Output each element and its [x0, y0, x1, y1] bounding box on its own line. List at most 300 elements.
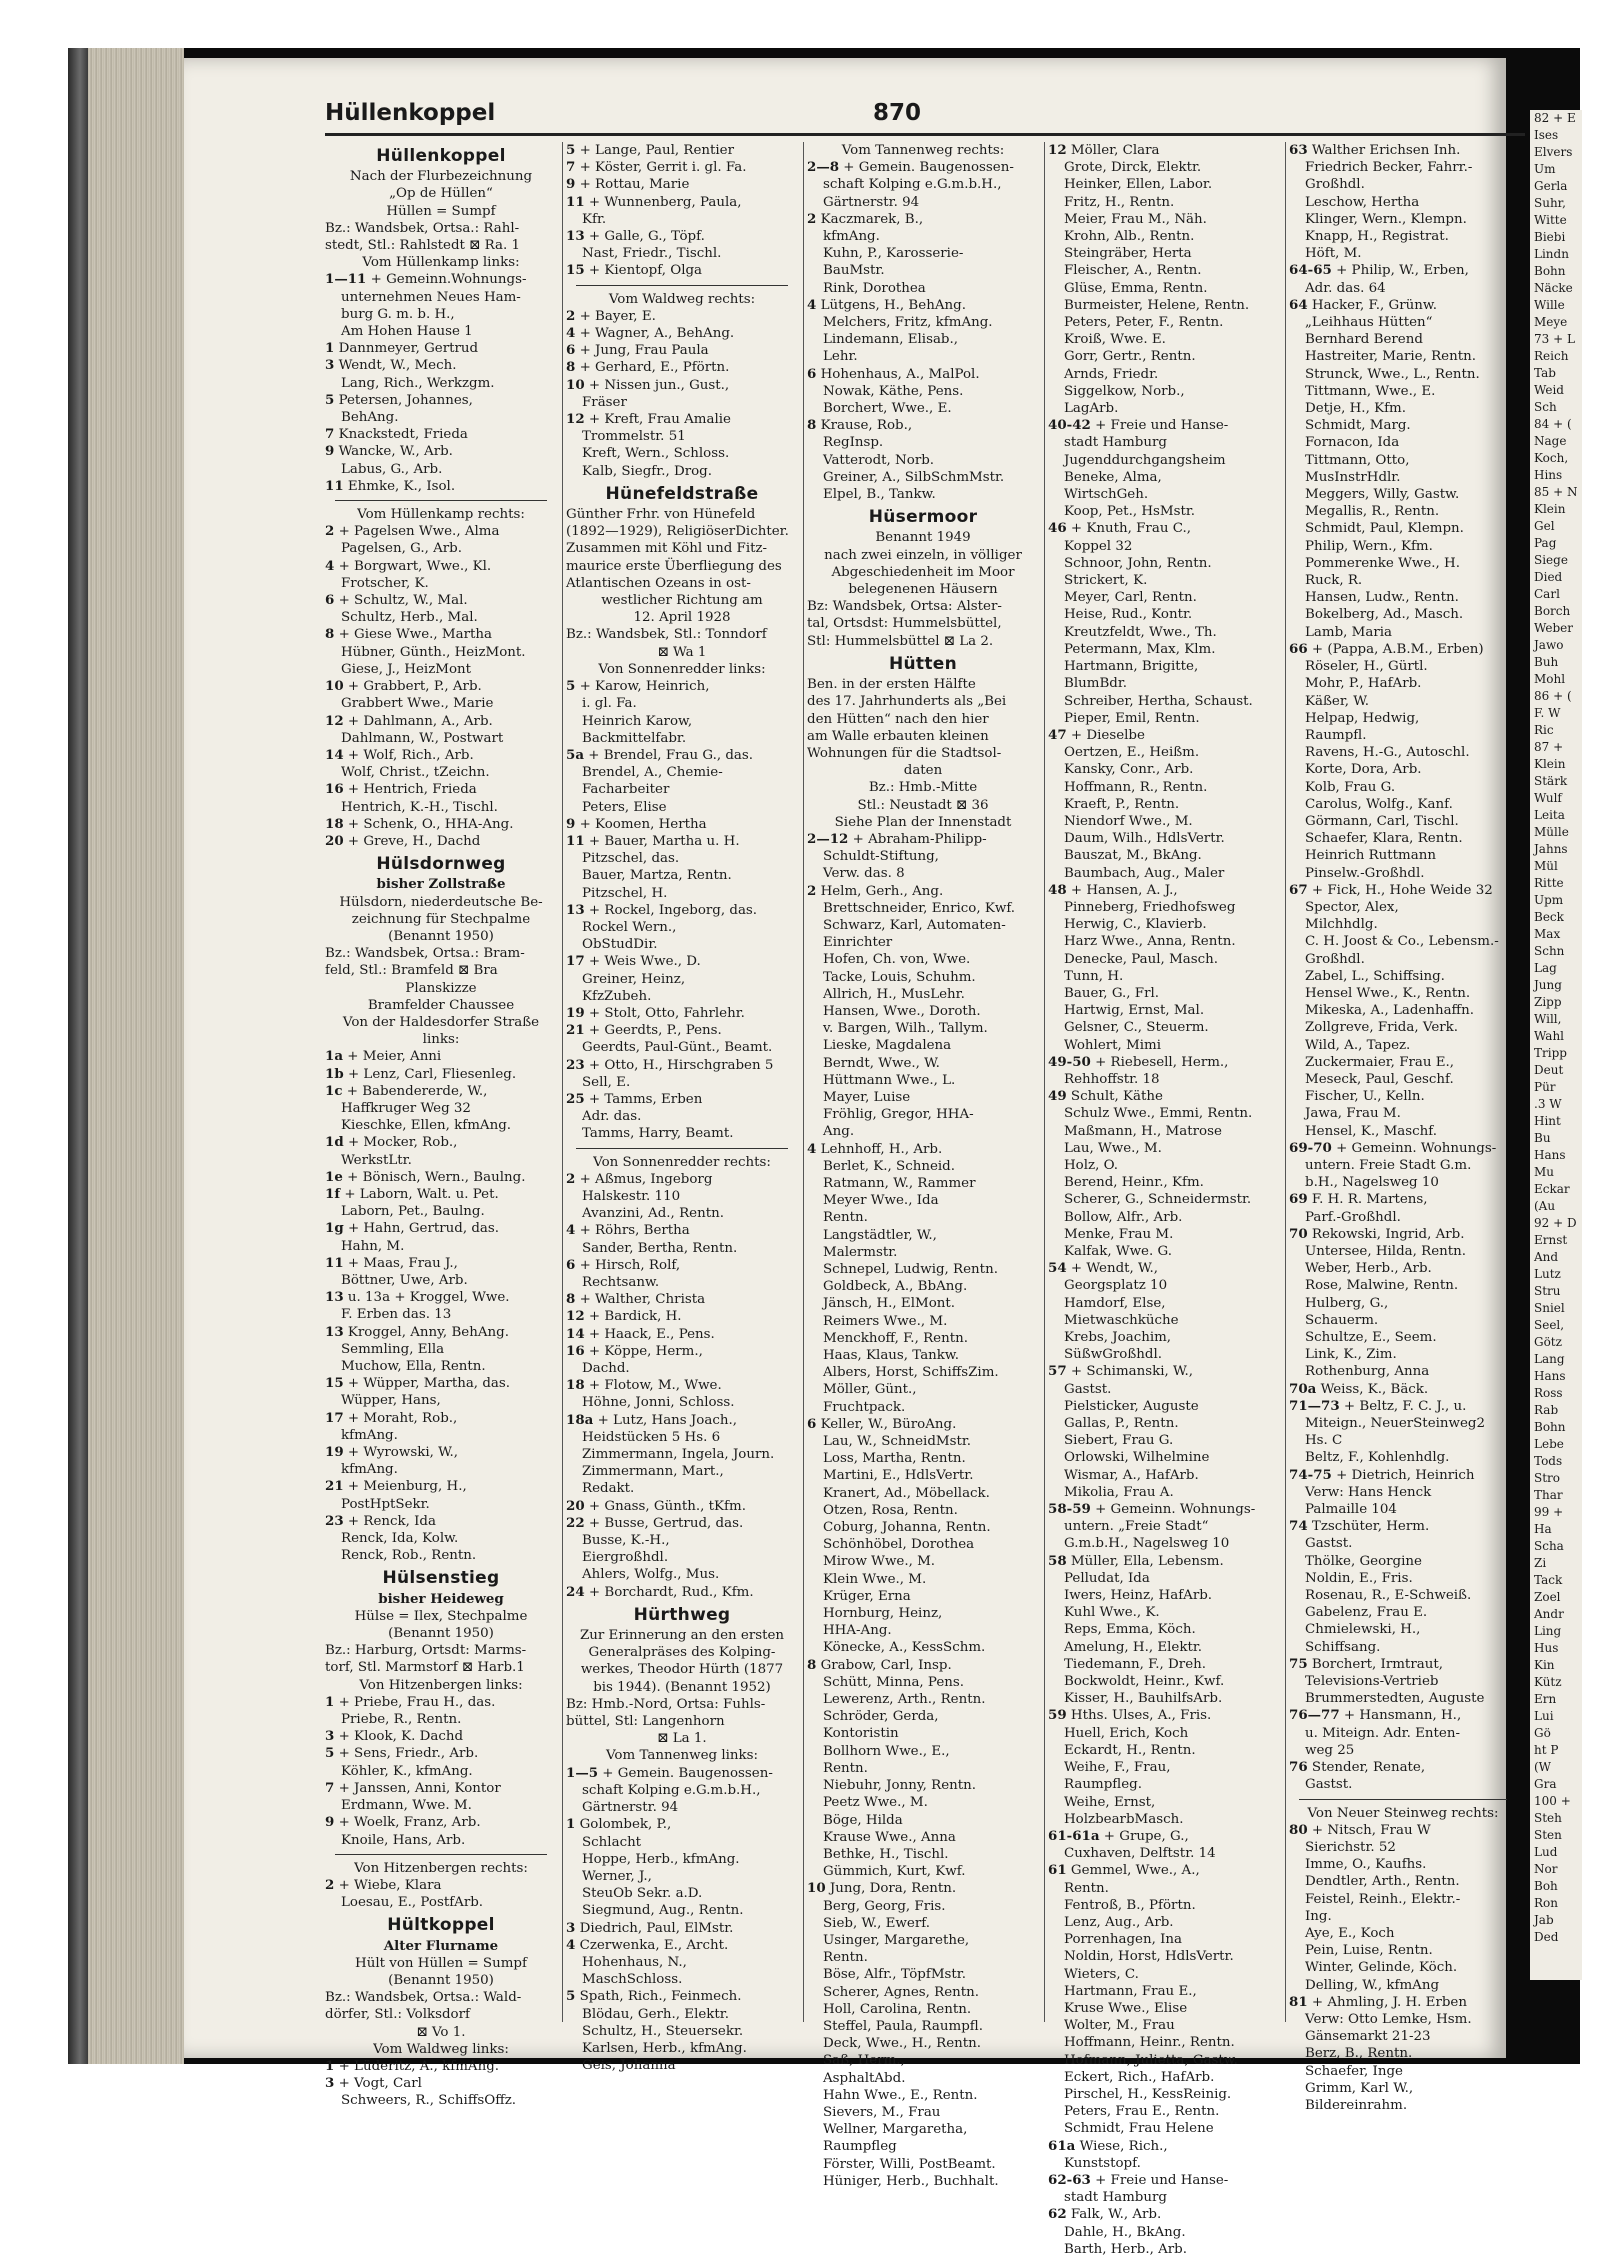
entry-continuation: Fornacon, Ida	[1305, 435, 1400, 451]
centered-note: Bz.: Hmb.-Mitte	[868, 780, 978, 796]
entry-continuation: Ruck, R.	[1305, 573, 1363, 589]
entry-continuation: Peters, Frau E., Rentn.	[1064, 2104, 1220, 2120]
house-number: 74-75	[1289, 1466, 1332, 1483]
entry-continuation: Maßmann, H., Matrose	[1064, 1123, 1222, 1139]
house-number: 75	[1289, 1655, 1308, 1672]
next-page-text: (W	[1534, 1760, 1552, 1774]
house-number: 7	[566, 159, 576, 176]
entry-continuation: Lenz, Aug., Arb.	[1064, 1914, 1174, 1930]
entry-continuation: Knoile, Hans, Arb.	[341, 1832, 466, 1848]
next-page-text: Deut	[1534, 1063, 1564, 1077]
house-number: 12	[566, 1308, 585, 1325]
entry-continuation: u. Miteign. Adr. Enten-	[1305, 1725, 1460, 1741]
next-page-text: Biebi	[1534, 230, 1566, 244]
entry-line: 15 + Wüpper, Martha, das.	[325, 1375, 511, 1392]
entry-continuation: Haffkruger Weg 32	[341, 1100, 471, 1116]
entry-line: des 17. Jahrhunderts als „Bei	[807, 694, 1007, 710]
centered-note: Generalpräses des Kolping-	[588, 1645, 776, 1661]
entry-line: 58 Müller, Ella, Lebensm.	[1048, 1552, 1224, 1569]
entry-line: 12 + Bardick, H.	[566, 1308, 682, 1325]
section-heading: Hütten	[888, 653, 957, 674]
house-number: 58	[1048, 1552, 1067, 1569]
entry-continuation: Strickert, K.	[1064, 573, 1148, 589]
entry-line: 12 + Dahlmann, A., Arb.	[325, 712, 493, 729]
next-page-text: Hus	[1534, 1641, 1559, 1655]
entry-continuation: Pirschel, H., KessReinig.	[1064, 2086, 1232, 2102]
entry-continuation: Einrichter	[823, 935, 893, 951]
entry-line: 12 Möller, Clara	[1048, 142, 1160, 158]
entry-continuation: Raumpfl.	[1305, 727, 1367, 743]
next-page-text: Pag	[1534, 536, 1557, 550]
house-number: 19	[325, 1444, 344, 1461]
house-number: 80	[1289, 1821, 1308, 1838]
entry-continuation: Reimers Wwe., M.	[823, 1313, 948, 1329]
entry-continuation: Avanzini, Ad., Rentn.	[582, 1206, 724, 1222]
entry-continuation: Hofmann, Julietta, Gastw.	[1064, 2052, 1238, 2068]
house-number: 48	[1048, 881, 1067, 898]
house-number: 1a	[325, 1048, 343, 1065]
next-page-text: Schn	[1534, 944, 1565, 958]
next-page-text: Siege	[1534, 553, 1568, 567]
next-page-text: Ded	[1534, 1930, 1559, 1944]
entry-continuation: Adr. das. 64	[1305, 280, 1386, 296]
next-page-text: Borch	[1534, 604, 1571, 618]
house-number: 54	[1048, 1260, 1067, 1277]
entry-continuation: Beneke, Alma,	[1064, 469, 1162, 485]
house-number: 11	[325, 1254, 344, 1271]
next-page-text: Um	[1534, 162, 1556, 176]
house-number: 12	[566, 411, 585, 428]
entry-line: Bz.: Harburg, Ortsdt: Marms-	[325, 1643, 527, 1659]
entry-continuation: Höft, M.	[1305, 246, 1362, 262]
entry-continuation: Kranert, Ad., Möbellack.	[823, 1485, 990, 1501]
entry-continuation: Tittmann, Wwe., E.	[1305, 383, 1436, 399]
column-divider	[1285, 142, 1286, 2022]
entry-continuation: Hensel, K., Maschf.	[1305, 1123, 1438, 1139]
entry-continuation: Hentrich, K.-H., Tischl.	[341, 799, 498, 815]
next-page-text: Ha	[1534, 1522, 1552, 1536]
next-page-text: Lindn	[1534, 247, 1569, 261]
entry-line: 9 Wancke, W., Arb.	[325, 443, 453, 460]
centered-note: Vom Tannenweg links:	[605, 1748, 759, 1764]
entry-line: Günther Frhr. von Hünefeld	[566, 507, 756, 523]
entry-continuation: Böge, Hilda	[823, 1812, 903, 1828]
entry-line: Stl: Hummelsbüttel ⊠ La 2.	[807, 633, 994, 649]
entry-continuation: Vatterodt, Norb.	[823, 452, 935, 468]
entry-continuation: Grote, Dirck, Elektr.	[1064, 160, 1202, 176]
entry-continuation: Schnoor, John, Rentn.	[1064, 555, 1212, 571]
house-number: 24	[566, 1583, 585, 1600]
centered-note: westlicher Richtung am	[601, 593, 763, 609]
section-subheading: bisher Heideweg	[378, 1590, 504, 1607]
next-page-text: Kin	[1534, 1658, 1555, 1672]
entry-continuation: Pieper, Emil, Rentn.	[1064, 710, 1200, 726]
entry-line: 1d + Mocker, Rob.,	[325, 1134, 458, 1151]
entry-continuation: Gärtnerstr. 94	[582, 1800, 679, 1816]
entry-line: 80 + Nitsch, Frau W	[1289, 1821, 1431, 1838]
centered-note: ⊠ Vo 1.	[416, 2024, 466, 2040]
entry-continuation: Kisser, H., BauhilfsArb.	[1064, 1691, 1223, 1707]
next-page-fragment	[1530, 110, 1582, 1980]
entry-line: 22 + Busse, Gertrud, das.	[566, 1514, 744, 1531]
next-page-text: Sniel	[1534, 1301, 1565, 1315]
entry-line: 3 Wendt, W., Mech.	[325, 357, 457, 374]
house-number: 23	[566, 1056, 585, 1073]
next-page-text: 99 +	[1534, 1505, 1564, 1519]
house-number: 5a	[566, 746, 584, 763]
section-heading: Hürthweg	[633, 1604, 731, 1625]
section-rule	[576, 285, 788, 286]
entry-continuation: WirtschGeh.	[1064, 487, 1149, 503]
entry-continuation: v. Bargen, Wilh., Tallym.	[823, 1021, 988, 1037]
next-page-text: Jahns	[1534, 842, 1568, 856]
entry-line: 21 + Geerdts, P., Pens.	[566, 1022, 722, 1039]
entry-continuation: Megallis, R., Rentn.	[1305, 504, 1440, 520]
entry-continuation: Noldin, Horst, HdlsVertr.	[1064, 1949, 1234, 1965]
house-number: 67	[1289, 881, 1308, 898]
column-divider	[562, 142, 563, 2022]
entry-continuation: Laborn, Pet., Baulng.	[341, 1204, 485, 1220]
next-page-text: Stru	[1534, 1284, 1561, 1298]
entry-line: 13 u. 13a + Kroggel, Wwe.	[325, 1289, 510, 1306]
entry-continuation: Schmidt, Frau Helene	[1064, 2121, 1214, 2137]
entry-continuation: Hensel Wwe., K., Rentn.	[1305, 985, 1471, 1001]
entry-continuation: Hastreiter, Marie, Rentn.	[1305, 349, 1476, 365]
entry-line: 2—8 + Gemein. Baugenossen-	[807, 159, 1014, 176]
entry-continuation: Peetz Wwe., M.	[823, 1795, 928, 1811]
next-page-text: Nor	[1534, 1862, 1558, 1876]
entry-continuation: Kraeft, P., Rentn.	[1064, 796, 1180, 812]
entry-line: 9 + Rottau, Marie	[566, 176, 690, 193]
house-number: 76—77	[1289, 1707, 1340, 1724]
entry-continuation: Fentroß, B., Pförtn.	[1064, 1897, 1196, 1913]
entry-continuation: Labus, G., Arb.	[341, 461, 443, 477]
entry-line: 54 + Wendt, W.,	[1048, 1260, 1158, 1277]
entry-line: 47 + Dieselbe	[1048, 726, 1145, 743]
entry-continuation: Ravens, H.-G., Autoschl.	[1305, 745, 1470, 761]
next-page-text: Lutz	[1534, 1267, 1561, 1281]
section-subheading: bisher Zollstraße	[376, 876, 506, 893]
centered-note: Hülsdorn, niederdeutsche Be-	[339, 894, 543, 910]
entry-continuation: Rink, Dorothea	[823, 280, 926, 296]
entry-line: 2 + Wiebe, Klara	[325, 1876, 442, 1893]
entry-continuation: Kalb, Siegfr., Drog.	[582, 463, 712, 479]
next-page-text: Ross	[1534, 1386, 1563, 1400]
entry-continuation: Hoppe, Herb., kfmAng.	[582, 1851, 740, 1867]
entry-continuation: Schwarz, Karl, Automaten-	[823, 917, 1006, 933]
entry-continuation: Loss, Martha, Rentn.	[823, 1451, 966, 1467]
entry-continuation: Elpel, B., Tankw.	[823, 487, 936, 503]
entry-continuation: Schaefer, Inge	[1305, 2063, 1403, 2079]
entry-line: 64-65 + Philip, W., Erben,	[1289, 262, 1469, 279]
entry-continuation: Kreft, Wern., Schloss.	[582, 446, 730, 462]
entry-continuation: F. Erben das. 13	[341, 1307, 452, 1323]
next-page-text: Eckar	[1534, 1182, 1570, 1196]
entry-continuation: Schlacht	[582, 1834, 642, 1850]
entry-line: torf, Stl. Marmstorf ⊠ Harb.1	[325, 1660, 525, 1676]
next-page-text: Weber	[1534, 621, 1573, 635]
section-heading: Hülsdornweg	[376, 854, 506, 875]
entry-continuation: Hartmann, Brigitte,	[1064, 659, 1199, 675]
entry-line: 58-59 + Gemeinn. Wohnungs-	[1048, 1501, 1256, 1518]
entry-continuation: Daum, Wilh., HdlsVertr.	[1064, 831, 1225, 847]
next-page-text: Wille	[1534, 298, 1565, 312]
entry-continuation: Könecke, A., KessSchm.	[823, 1640, 986, 1656]
next-page-text: Ern	[1534, 1692, 1557, 1706]
entry-continuation: Brendel, A., Chemie-	[582, 765, 723, 781]
entry-line: 3 Diedrich, Paul, ElMstr.	[566, 1919, 734, 1936]
entry-continuation: Heinker, Ellen, Labor.	[1064, 177, 1213, 193]
entry-continuation: Oertzen, E., Heißm.	[1064, 745, 1200, 761]
next-page-text: Tripp	[1534, 1046, 1567, 1060]
house-number: 17	[325, 1409, 344, 1426]
section-rule	[1299, 1799, 1507, 1800]
entry-continuation: Tacke, Louis, Schuhm.	[823, 969, 976, 985]
entry-continuation: Carolus, Wolfg., Kanf.	[1305, 796, 1453, 812]
centered-note: Zur Erinnerung an den ersten	[579, 1628, 785, 1644]
next-page-text: Jab	[1534, 1913, 1554, 1927]
entry-continuation: Am Hohen Hause 1	[341, 324, 473, 340]
house-number: 9	[325, 1814, 335, 1831]
entry-line: 9 + Woelk, Franz, Arb.	[325, 1814, 481, 1831]
entry-continuation: Schreiber, Hertha, Schaust.	[1064, 693, 1253, 709]
entry-line: 2 + Aßmus, Ingeborg	[566, 1170, 713, 1187]
entry-line: 61 Gemmel, Wwe., A.,	[1048, 1862, 1200, 1879]
entry-line: 81 + Ahmling, J. H. Erben	[1289, 1993, 1467, 2010]
house-number: 9	[566, 176, 576, 193]
entry-continuation: Frotscher, K.	[341, 575, 429, 591]
entry-line: 10 + Nissen jun., Gust.,	[566, 376, 730, 393]
entry-line: 14 + Haack, E., Pens.	[566, 1325, 715, 1342]
house-number: 1—11	[325, 271, 367, 288]
entry-line: 6 + Jung, Frau Paula	[566, 342, 709, 359]
house-number: 3	[325, 2075, 335, 2092]
house-number: 11	[566, 832, 585, 849]
entry-continuation: Busse, K.-H.,	[582, 1533, 670, 1549]
entry-continuation: Bokelberg, Ad., Masch.	[1305, 607, 1464, 623]
entry-continuation: Malermstr.	[823, 1244, 898, 1260]
entry-continuation: Parf.-Großhdl.	[1305, 1209, 1401, 1225]
house-number: 63	[1289, 142, 1308, 158]
entry-continuation: Schuldt-Stiftung,	[823, 849, 939, 865]
entry-line: 7 Knackstedt, Frieda	[325, 426, 468, 443]
house-number: 8	[807, 417, 817, 434]
next-page-text: Sch	[1534, 400, 1557, 414]
entry-continuation: Winter, Gelinde, Köch.	[1305, 1960, 1458, 1976]
entry-continuation: Pein, Luise, Rentn.	[1305, 1943, 1433, 1959]
entry-continuation: Brettschneider, Enrico, Kwf.	[823, 900, 1016, 916]
house-number: 64-65	[1289, 262, 1332, 279]
house-number: 3	[325, 1728, 335, 1745]
next-page-text: Zipp	[1534, 995, 1562, 1009]
entry-continuation: Reps, Emma, Köch.	[1064, 1622, 1196, 1638]
entry-continuation: Wolter, M., Frau	[1064, 2018, 1175, 2034]
entry-continuation: Gabelenz, Frau E.	[1305, 1605, 1428, 1621]
entry-line: Wohnungen für die Stadtsol-	[807, 745, 1002, 761]
entry-continuation: Fruchtpack.	[823, 1399, 906, 1415]
entry-continuation: Pagelsen, G., Arb.	[341, 541, 462, 557]
entry-line: 7 + Köster, Gerrit i. gl. Fa.	[566, 159, 747, 176]
next-page-text: Ron	[1534, 1896, 1558, 1910]
entry-continuation: kfmAng.	[341, 1462, 398, 1478]
entry-continuation: Lau, Wwe., M.	[1064, 1140, 1162, 1156]
entry-line: am Walle erbauten kleinen	[807, 728, 989, 744]
next-page-text: Gel	[1534, 519, 1555, 533]
entry-continuation: Mohr, P., HafArb.	[1305, 676, 1422, 692]
entry-continuation: Gümmich, Kurt, Kwf.	[823, 1864, 966, 1880]
entry-continuation: Hartmann, Frau E.,	[1064, 1983, 1197, 1999]
entry-continuation: Rentn.	[1064, 1880, 1109, 1896]
house-number: 76	[1289, 1759, 1308, 1776]
entry-line: 4 + Wagner, A., BehAng.	[566, 325, 735, 342]
entry-continuation: Hahn, M.	[341, 1238, 405, 1254]
centered-note: Siehe Plan der Innenstadt	[834, 814, 1012, 830]
entry-continuation: Semmling, Ella	[341, 1341, 445, 1357]
house-number: 1d	[325, 1134, 344, 1151]
entry-line: 4 Lütgens, H., BehAng.	[807, 296, 966, 313]
entry-continuation: Aye, E., Koch	[1305, 1925, 1395, 1941]
entry-continuation: Amelung, H., Elektr.	[1064, 1639, 1203, 1655]
next-page-text: Bohn	[1534, 1420, 1566, 1434]
entry-continuation: stadt Hamburg	[1064, 435, 1167, 451]
next-page-text: Reich	[1534, 349, 1569, 363]
entry-line: 75 Borchert, Irmtraut,	[1289, 1655, 1443, 1672]
entry-continuation: Berg, Georg, Fris.	[823, 1898, 946, 1914]
column-divider	[1044, 142, 1045, 2022]
entry-line: 1b + Lenz, Carl, Fliesenleg.	[325, 1065, 517, 1082]
house-number: 6	[807, 365, 817, 382]
entry-continuation: Sierichstr. 52	[1305, 1839, 1396, 1855]
house-number: 13	[325, 1289, 344, 1306]
entry-continuation: Sell, E.	[582, 1074, 631, 1090]
next-page-text: Näcke	[1534, 281, 1573, 295]
entry-continuation: Menckhoff, F., Rentn.	[823, 1330, 968, 1346]
entry-line: stedt, Stl.: Rahlstedt ⊠ Ra. 1	[325, 238, 521, 254]
entry-line: 15 + Kientopf, Olga	[566, 262, 703, 279]
entry-continuation: Eiergroßhdl.	[582, 1550, 669, 1566]
entry-line: 2 Kaczmarek, B.,	[807, 210, 924, 227]
entry-continuation: Milchhdlg.	[1305, 917, 1378, 933]
page-number: 870	[873, 100, 922, 126]
entry-line: 5 + Sens, Friedr., Arb.	[325, 1745, 479, 1762]
centered-note: Von Sonnenredder rechts:	[593, 1154, 771, 1170]
entry-continuation: Heise, Rud., Kontr.	[1064, 607, 1193, 623]
entry-continuation: Kruse Wwe., Elise	[1064, 2000, 1188, 2016]
entry-continuation: Klinger, Wern., Klempn.	[1305, 211, 1467, 227]
entry-continuation: Böttner, Uwe, Arb.	[341, 1273, 468, 1288]
entry-line: 4 Czerwenka, E., Archt.	[566, 1936, 729, 1953]
page-edges	[88, 48, 184, 2064]
entry-continuation: Eckardt, H., Rentn.	[1064, 1742, 1196, 1758]
entry-continuation: Rehhoffstr. 18	[1064, 1071, 1160, 1087]
entry-continuation: Fleischer, A., Rentn.	[1064, 263, 1202, 279]
entry-line: Bz: Hmb.-Nord, Ortsa: Fuhls-	[566, 1696, 766, 1712]
house-number: 5	[566, 1988, 576, 2005]
next-page-text: F. W	[1534, 706, 1561, 720]
entry-continuation: BlumBdr.	[1064, 676, 1128, 692]
entry-continuation: Siebert, Frau G.	[1064, 1433, 1174, 1449]
entry-continuation: ObStudDir.	[582, 937, 658, 953]
entry-continuation: Usinger, Margarethe,	[823, 1932, 970, 1948]
entry-line: den Hütten“ nach den hier	[807, 711, 989, 727]
entry-continuation: Meggers, Willy, Gastw.	[1305, 487, 1460, 503]
entry-line: 13 + Rockel, Ingeborg, das.	[566, 901, 758, 918]
next-page-text: Wahl	[1534, 1029, 1565, 1043]
entry-continuation: Rockel Wern.,	[582, 919, 677, 935]
next-page-text: Scha	[1534, 1539, 1564, 1553]
house-number: 10	[325, 678, 344, 695]
entry-continuation: Schnepel, Ludwig, Rentn.	[823, 1262, 998, 1277]
entry-continuation: Werner, J.,	[582, 1868, 652, 1884]
entry-continuation: Koop, Pet., HsMstr.	[1064, 504, 1196, 520]
entry-continuation: untern. „Freie Stadt“	[1064, 1519, 1209, 1535]
next-page-text: Mu	[1534, 1165, 1555, 1179]
entry-line: Bz: Wandsbek, Ortsa: Alster-	[807, 599, 1002, 615]
house-number: 13	[566, 901, 585, 918]
entry-continuation: Meier, Frau M., Näh.	[1064, 211, 1207, 227]
entry-continuation: Karlsen, Herb., kfmAng.	[582, 2040, 747, 2056]
house-number: 19	[566, 1004, 585, 1021]
house-number: 6	[807, 1415, 817, 1432]
entry-continuation: Ing.	[1305, 1908, 1332, 1924]
entry-continuation: HHA-Ang.	[823, 1623, 892, 1639]
entry-line: 2 + Pagelsen Wwe., Alma	[325, 523, 500, 540]
entry-continuation: Televisions-Vertrieb	[1305, 1674, 1439, 1690]
entry-line: 62 Falk, W., Arb.	[1048, 2206, 1162, 2223]
house-number: 15	[325, 1375, 344, 1392]
next-page-text: 85 + N	[1534, 485, 1578, 499]
entry-continuation: Gastst.	[1064, 1381, 1112, 1397]
house-number: 3	[566, 1919, 576, 1936]
entry-line: 61a Wiese, Rich.,	[1048, 2137, 1168, 2154]
entry-line: 18 + Flotow, M., Wwe.	[566, 1377, 722, 1394]
house-number: 16	[325, 781, 344, 798]
house-number: 5	[325, 1745, 335, 1762]
house-number: 58-59	[1048, 1501, 1091, 1518]
next-page-text: Elvers	[1534, 145, 1573, 159]
entry-continuation: Bildereinrahm.	[1305, 2097, 1408, 2113]
entry-continuation: Schaefer, Klara, Rentn.	[1305, 831, 1463, 847]
entry-continuation: Krohn, Alb., Rentn.	[1064, 229, 1195, 245]
entry-continuation: Rentn.	[823, 1760, 868, 1776]
entry-continuation: Giese, J., HeizMont	[341, 661, 472, 677]
next-page-text: 86 + (	[1534, 689, 1572, 703]
entry-continuation: Langstädtler, W.,	[823, 1227, 937, 1243]
entry-continuation: Weber, Herb., Arb.	[1305, 1261, 1432, 1277]
centered-note: Bramfelder Chaussee	[367, 997, 515, 1013]
section-heading: Hülsenstieg	[382, 1568, 500, 1589]
entry-continuation: Muchow, Ella, Rentn.	[341, 1359, 486, 1375]
entry-continuation: Möller, Günt.,	[823, 1382, 917, 1398]
entry-continuation: Korte, Dora, Arb.	[1305, 762, 1422, 778]
centered-note: (Benannt 1950)	[388, 1972, 494, 1988]
entry-line: 69 F. H. R. Martens,	[1289, 1191, 1428, 1208]
entry-continuation: Martini, E., HdlsVertr.	[823, 1468, 974, 1484]
entry-continuation: Pitzschel, das.	[582, 851, 680, 867]
entry-continuation: Geerdts, Paul-Günt., Beamt.	[582, 1040, 773, 1056]
house-number: 13	[325, 1323, 344, 1340]
entry-continuation: Pinneberg, Friedhofsweg	[1064, 899, 1236, 915]
entry-line: Atlantischen Ozeans in ost-	[566, 575, 751, 591]
entry-continuation: Beltz, F., Kohlenhdlg.	[1305, 1450, 1450, 1466]
entry-line: 17 + Moraht, Rob.,	[325, 1409, 458, 1426]
entry-continuation: Huell, Erich, Koch	[1064, 1725, 1189, 1741]
entry-continuation: Zabel, L., Schiffsing.	[1305, 968, 1445, 984]
entry-line: 23 + Renck, Ida	[325, 1512, 436, 1529]
house-number: 21	[566, 1022, 585, 1039]
entry-line: 25 + Tamms, Erben	[566, 1090, 703, 1107]
entry-continuation: Jänsch, H., ElMont.	[823, 1296, 956, 1312]
